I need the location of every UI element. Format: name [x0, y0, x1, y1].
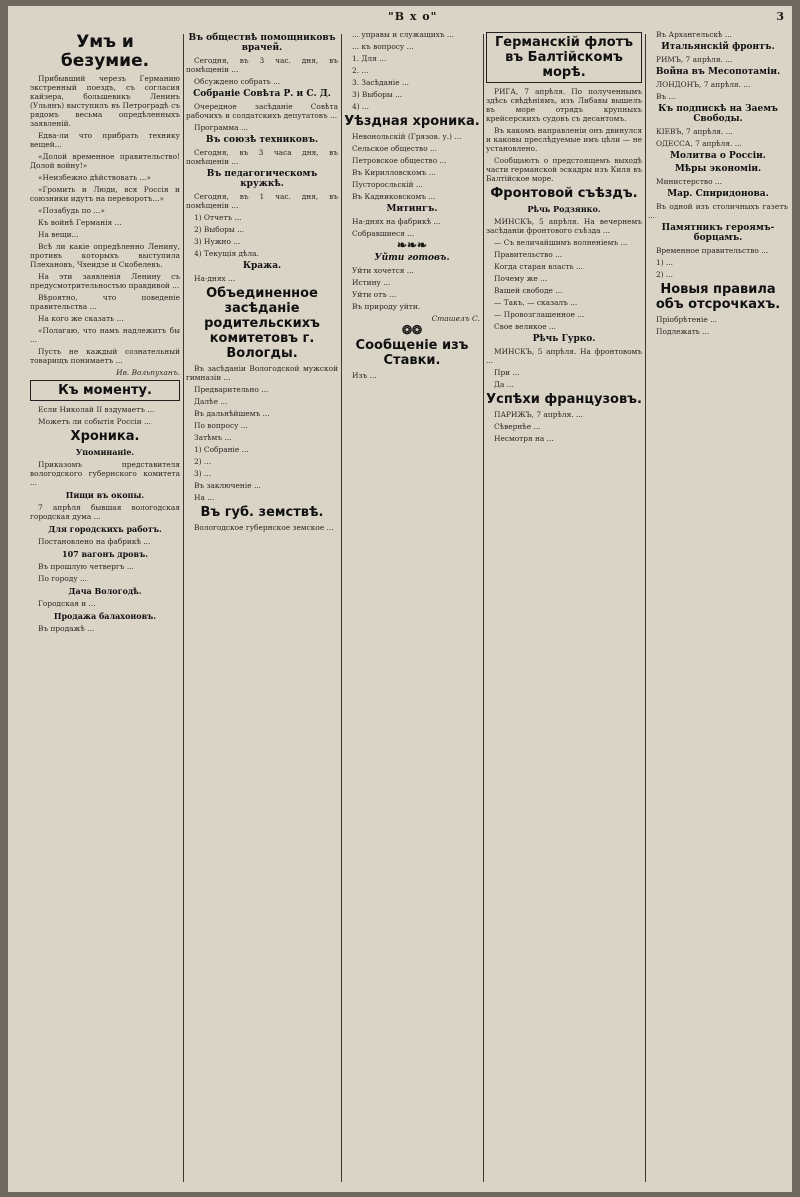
column-rule: [183, 34, 184, 1182]
article-paragraph: ОДЕССА, 7 апрѣля. ...: [656, 139, 742, 148]
article-paragraph: Въ Кирилловскомъ ...: [352, 168, 436, 177]
article-paragraph: Въ Архангельскѣ ...: [656, 30, 732, 39]
article-paragraph: — Съ величайшимъ волненіемъ ...: [494, 238, 628, 247]
article-paragraph: Собравшиеся ...: [352, 229, 415, 238]
article-paragraph: Сегодня, въ 1 час. дня, въ помѣщеніи ...: [186, 192, 338, 210]
article-paragraph: Въ продажѣ ...: [38, 624, 95, 633]
article-headline: Война въ Месопотаміи.: [655, 67, 781, 77]
article-paragraph: — Провозглашенное ...: [494, 310, 585, 319]
article-paragraph: Всѣ ли какіе опредѣленно Ленину, противъ которыхъ выступила Плехановъ, Чхеидзе и Скобелевъ.: [30, 242, 180, 269]
page-title: "В х о": [388, 10, 438, 23]
article-paragraph: Петровское общество ...: [352, 156, 447, 165]
article-paragraph: Почему же ...: [494, 274, 548, 283]
article-paragraph: Программа ...: [194, 123, 248, 132]
article-paragraph: Свое великое ...: [494, 322, 556, 331]
page-number: 3: [776, 10, 784, 23]
article-paragraph: Очередное засѣданіе Совѣта рабочихъ и солдатскихъ депутатовъ ...: [186, 102, 338, 120]
article-paragraph: «Долой временное правительство! Долой войну!»: [30, 152, 180, 170]
article-paragraph: Въ дальнѣйшемъ ...: [194, 409, 270, 418]
article-paragraph: Прибывший черезъ Германию экстренный поездъ, съ согласия кайзера, большевикъ Ленинъ (Ульянъ) выступилъ въ Петроградѣ съ рядомъ весьма опредѣленныхъ заявленій.: [30, 74, 180, 128]
article-headline: Въ обществѣ помощниковъ врачей.: [188, 33, 336, 53]
author-signature: Сташелъ С.: [431, 314, 480, 323]
article-paragraph: 1) Собраніе ...: [194, 445, 249, 454]
article-paragraph: Постановлено на фабрикѣ ...: [38, 537, 151, 546]
article-paragraph: Обсуждено собрать ...: [194, 77, 281, 86]
article-paragraph: Едва-ли что прибрать технику вещей...: [30, 131, 180, 149]
article-paragraph: Министерство ...: [656, 177, 722, 186]
article-paragraph: РИМЪ, 7 апрѣля. ...: [656, 55, 733, 64]
article-headline: Продажа балахоновъ.: [53, 611, 157, 621]
article-paragraph: 3) Нужно ...: [194, 237, 241, 246]
article-paragraph: МИНСКЪ, 5 апрѣля. На вечернемъ засѣданіи фронтового съѣзда ...: [486, 217, 642, 235]
article-headline: Пищи въ окопы.: [65, 490, 145, 500]
article-paragraph: Сельское общество ...: [352, 144, 438, 153]
article-paragraph: МИНСКЪ, 5 апрѣля. На фронтовомъ ...: [486, 347, 642, 365]
article-headline: Умъ и безумие.: [60, 32, 150, 71]
article-paragraph: На-днях ...: [194, 274, 236, 283]
article-headline: Памятникъ героямъ-борцамъ.: [661, 223, 775, 243]
article-headline: Собраніе Совѣта Р. и С. Д.: [193, 89, 331, 99]
article-paragraph: Вашей свободе ...: [494, 286, 563, 295]
article-headline: Къ подпискѣ на Заемъ Свободы.: [658, 104, 778, 124]
article-headline: Въ губ. земствѣ.: [200, 505, 324, 520]
article-headline: Дача Вологодѣ.: [68, 586, 142, 596]
article-paragraph: Къ войнѣ Германія ...: [38, 218, 122, 227]
article-headline: Уѣздная хроника.: [344, 114, 480, 129]
article-paragraph: ЛОНДОНЪ, 7 апрѣля. ...: [656, 80, 751, 89]
article-paragraph: Въ заключеніе ...: [194, 481, 261, 490]
article-paragraph: Вологодское губернское земское ...: [194, 523, 334, 532]
article-paragraph: Затѣмъ ...: [194, 433, 232, 442]
article-headline: 107 вагонъ дровъ.: [62, 549, 148, 559]
article-paragraph: Изъ ...: [352, 371, 377, 380]
article-paragraph: ... управы и служащихъ ...: [352, 30, 454, 39]
article-paragraph: 2. ...: [352, 66, 369, 75]
article-paragraph: Вѣроятно, что поведеніе правительства ...: [30, 293, 180, 311]
article-paragraph: На-днях на фабрикѣ ...: [352, 217, 441, 226]
article-headline: Успѣхи французовъ.: [486, 392, 642, 407]
article-paragraph: 2) ...: [194, 457, 211, 466]
article-paragraph: Невонольскій (Грязов. у.) ...: [352, 132, 462, 141]
article-paragraph: Въ природу уйти.: [352, 302, 421, 311]
article-paragraph: 2) ...: [656, 270, 673, 279]
article-paragraph: «Позабудь по ...»: [38, 206, 105, 215]
column-rule: [483, 34, 484, 1182]
article-paragraph: 4) Текущія дѣла.: [194, 249, 259, 258]
article-paragraph: Если Николай II вздумаетъ ...: [38, 405, 155, 414]
article-paragraph: При ...: [494, 368, 520, 377]
article-paragraph: ... къ вопросу ...: [352, 42, 414, 51]
article-paragraph: Можетъ ли событія Россіи ...: [38, 417, 152, 426]
article-paragraph: Уйти отъ ...: [352, 290, 397, 299]
article-paragraph: 3) ...: [194, 469, 211, 478]
article-paragraph: Истину ...: [352, 278, 391, 287]
column-rule: [645, 34, 646, 1182]
article-headline: Мѣры экономіи.: [674, 164, 762, 174]
column-1: [30, 30, 180, 1184]
article-paragraph: На вещи...: [38, 230, 79, 239]
ornament-divider: ❂❂: [401, 323, 423, 337]
article-headline: Сообщеніе изъ Ставки.: [355, 338, 469, 368]
article-paragraph: Сегодня, въ 3 часа дня, въ помѣщеніи ...: [186, 148, 338, 166]
article-paragraph: 2) Выборы ...: [194, 225, 245, 234]
article-paragraph: На ...: [194, 493, 215, 502]
ornament-divider: ❧❧❧: [396, 238, 428, 252]
article-paragraph: Уйти хочется ...: [352, 266, 414, 275]
article-paragraph: Сообщаютъ о предстоящемъ выходѣ части германской эскадры изъ Киля въ Балтійское море.: [486, 156, 642, 183]
article-headline: Для городскихъ работъ.: [48, 524, 162, 534]
article-paragraph: Городская и ...: [38, 599, 96, 608]
article-paragraph: Предварительно ...: [194, 385, 269, 394]
article-paragraph: Въ прошлую четвергъ ...: [38, 562, 134, 571]
article-paragraph: По городу ...: [38, 574, 88, 583]
article-paragraph: Несмотря на ...: [494, 434, 554, 443]
article-paragraph: Въ засѣданіи Вологодской мужской гимназіи ...: [186, 364, 338, 382]
article-paragraph: Въ ...: [656, 92, 676, 101]
article-paragraph: По вопросу ...: [194, 421, 248, 430]
article-headline: Объединенное засѣданіе родительскихъ комитетовъ г. Вологды.: [204, 286, 320, 361]
article-headline: Новыя правила объ отсрочкахъ.: [655, 282, 781, 312]
article-paragraph: Пріобрѣтеніе ...: [656, 315, 718, 324]
article-paragraph: Подлежать ...: [656, 327, 710, 336]
article-headline: Молитва о Россіи.: [670, 151, 766, 161]
article-headline: Германскій флотъ въ Балтійскомъ морѣ.: [486, 32, 642, 83]
article-headline: Къ моменту.: [30, 380, 180, 401]
column-3: [344, 30, 480, 1184]
article-paragraph: Приказомъ представителя вологодского губернского комитета ...: [30, 460, 180, 487]
article-headline: Упоминаніе.: [75, 447, 135, 457]
article-headline: Рѣчь Гурко.: [532, 334, 596, 344]
page-header: [8, 8, 792, 30]
article-paragraph: 4) ...: [352, 102, 369, 111]
column-4: [486, 30, 642, 1184]
article-headline: Рѣчь Родзянко.: [527, 204, 601, 214]
newspaper-page: [8, 6, 792, 1192]
article-paragraph: Правительство ...: [494, 250, 563, 259]
article-headline: Хроника.: [70, 429, 140, 444]
article-paragraph: Сегодня, въ 3 час. дня, въ помѣщеніи ...: [186, 56, 338, 74]
article-paragraph: Въ Кадниковскомъ ...: [352, 192, 436, 201]
article-paragraph: Пусть не каждый сознательный товарищъ понимаетъ ...: [30, 347, 180, 365]
article-paragraph: Да ...: [494, 380, 514, 389]
column-2: [186, 30, 338, 1184]
article-headline: Въ союзѣ техниковъ.: [205, 135, 319, 145]
article-headline: Въ педагогическомъ кружкѣ.: [206, 169, 318, 189]
article-headline: Митингъ.: [386, 204, 438, 214]
article-paragraph: КІЕВЪ, 7 апрѣля. ...: [656, 127, 733, 136]
article-paragraph: Временное правительство ...: [656, 246, 769, 255]
article-paragraph: — Такъ, — сказалъ ...: [494, 298, 578, 307]
article-paragraph: Въ какомъ направленіи онъ двинулся и каковы преслѣдуемые имъ цѣли — не установлено.: [486, 126, 642, 153]
article-paragraph: «Полагаю, что намъ надлежитъ бы ...: [30, 326, 180, 344]
article-paragraph: ПАРИЖЪ, 7 апрѣля. ...: [494, 410, 584, 419]
article-paragraph: «Громить и Люди, вся Россiя и союзники идутъ на переворотъ...»: [30, 185, 180, 203]
article-headline: Уйти готовъ.: [374, 253, 450, 263]
article-paragraph: 1. Для ...: [352, 54, 387, 63]
article-headline: Фронтовой съѣздъ.: [490, 186, 638, 201]
article-paragraph: «Неизбежно дѣйствовать ...»: [38, 173, 152, 182]
article-paragraph: 1) Отчетъ ...: [194, 213, 242, 222]
article-paragraph: РИГА, 7 апрѣля. По полученнымъ здѣсь свѣдѣніямъ, изъ Либавы вышелъ въ море отрядъ крупныхъ крейсерскихъ судовъ съ десантомъ.: [486, 87, 642, 123]
column-5: [648, 30, 788, 1184]
author-signature: Ив. Вольпуханъ.: [116, 368, 180, 377]
article-paragraph: Когда старая власть ...: [494, 262, 584, 271]
article-headline: Итальянскій фронтъ.: [661, 42, 775, 52]
article-headline: Мар. Спиридонова.: [667, 189, 769, 199]
article-headline: Кража.: [242, 261, 282, 271]
article-paragraph: На кого же сказать ...: [38, 314, 124, 323]
article-paragraph: На эти заявленія Ленину съ предусмотрительностью правдивой ...: [30, 272, 180, 290]
article-paragraph: Пусторосльскій ...: [352, 180, 423, 189]
article-paragraph: 7 апрѣля бывшая вологодская городская дума ...: [30, 503, 180, 521]
article-paragraph: Далѣе ...: [194, 397, 228, 406]
article-paragraph: Сѣвернѣе ...: [494, 422, 541, 431]
article-paragraph: 3. Засѣданіе ...: [352, 78, 410, 87]
article-paragraph: Въ одной изъ столичныхъ газетъ ...: [648, 202, 788, 220]
article-paragraph: 3) Выборы ...: [352, 90, 403, 99]
column-rule: [341, 34, 342, 1182]
article-paragraph: 1) ...: [656, 258, 673, 267]
